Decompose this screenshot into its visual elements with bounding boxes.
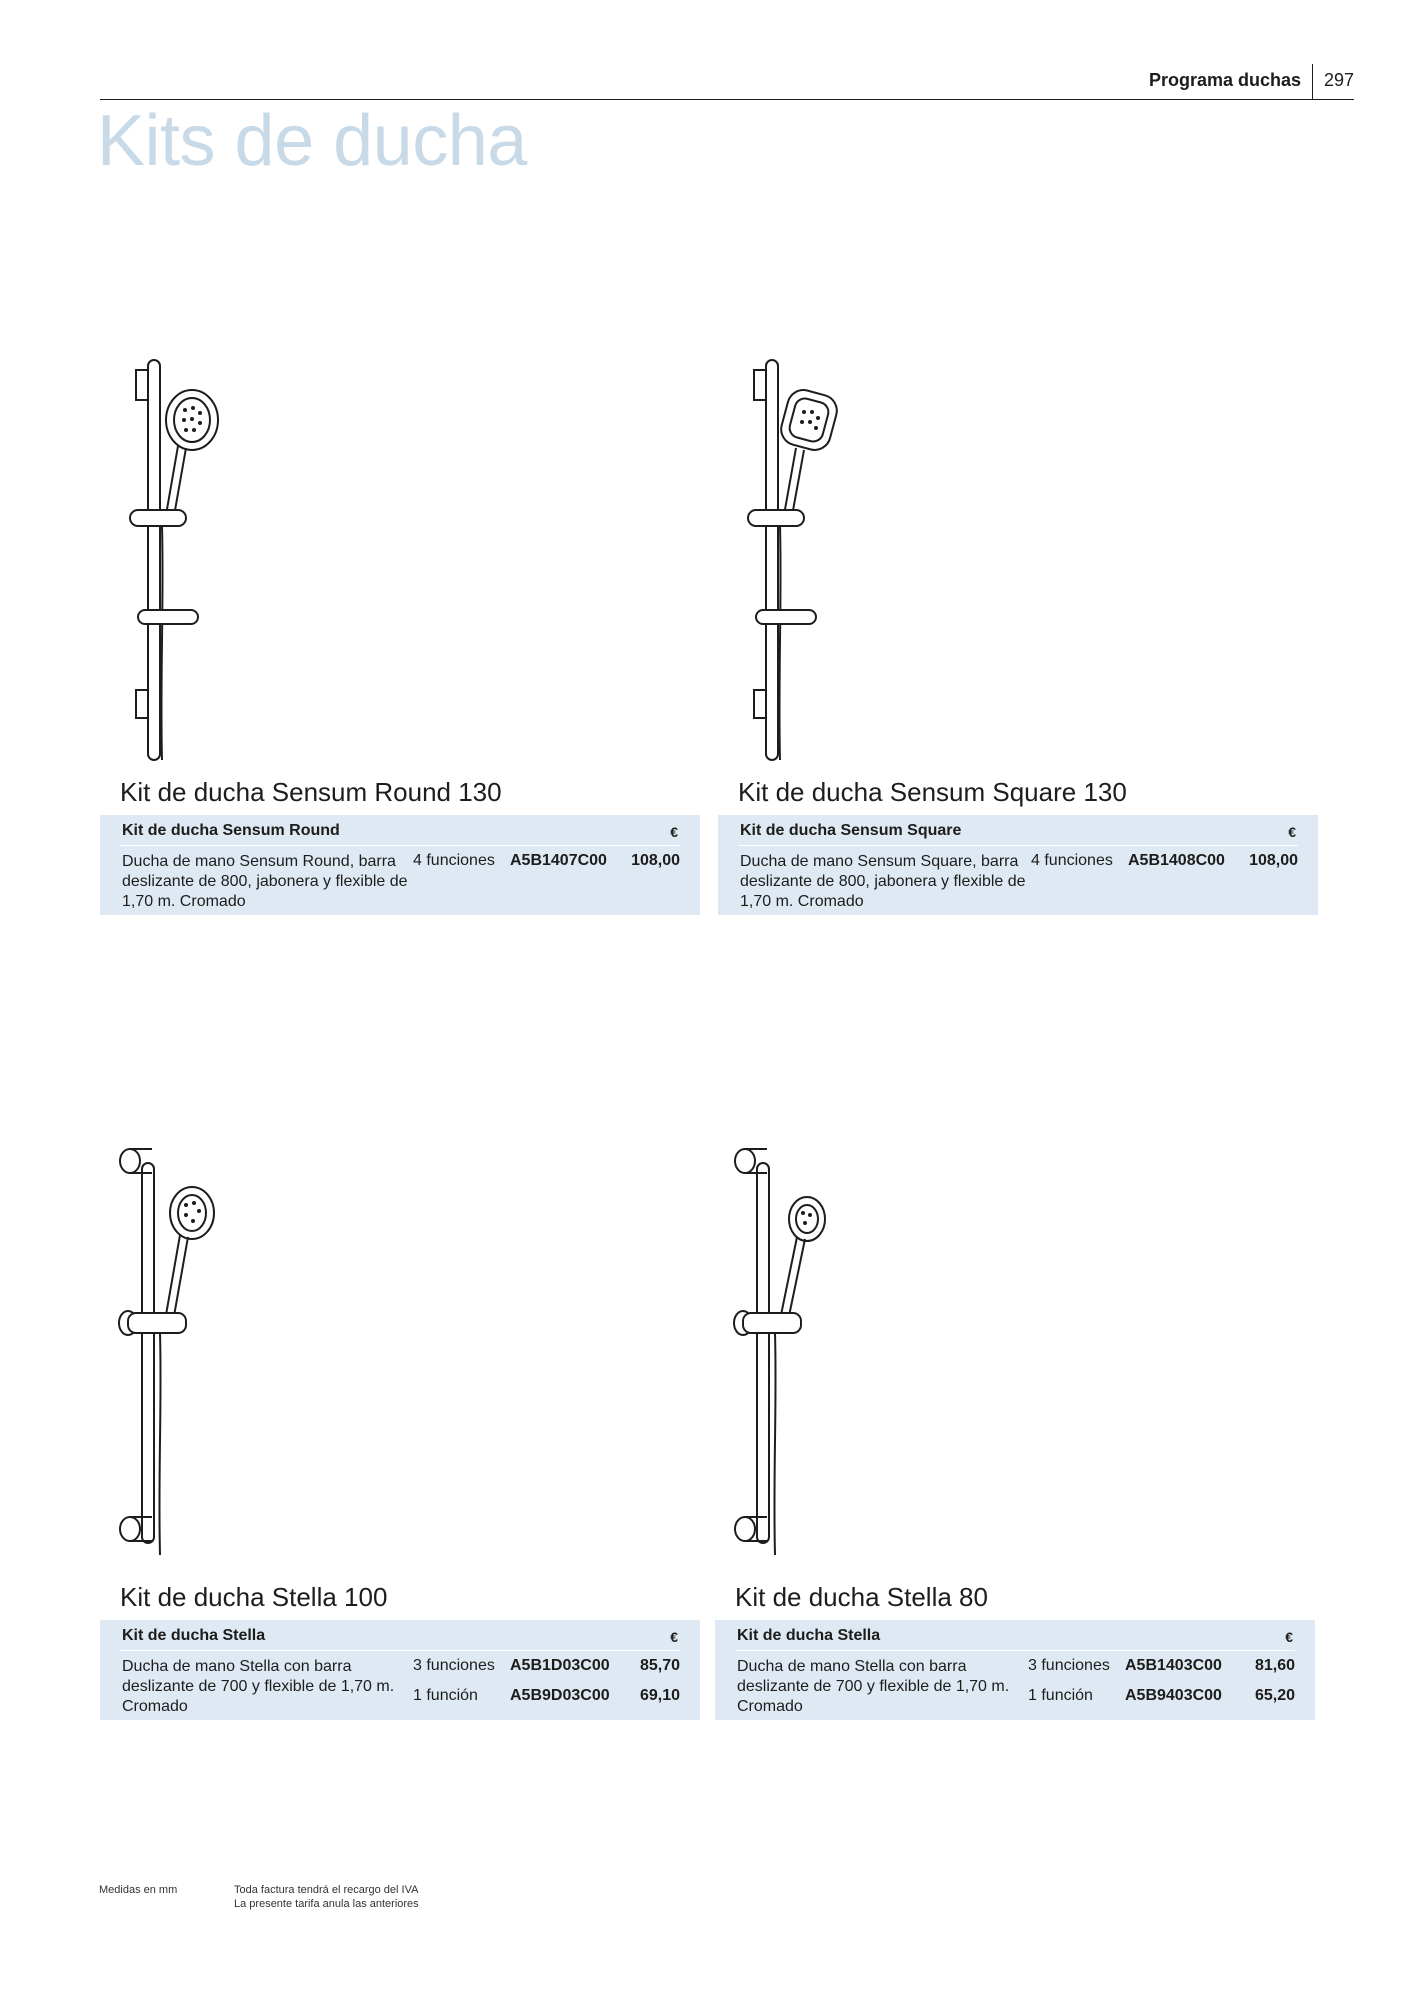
table-header <box>120 815 680 846</box>
product-description: Ducha de mano Sensum Square, barra deslizante de 800, jabonera y flexible de 1,70 m. Cromado <box>740 853 1026 910</box>
price-table <box>718 815 1318 915</box>
price-table <box>100 1620 700 1720</box>
table-name: Kit de ducha Sensum Round <box>122 822 340 839</box>
product-sensum-square <box>718 320 1318 920</box>
product-description: Ducha de mano Stella con barra deslizante de 700 y flexible de 1,70 m. Cromado <box>122 1658 395 1715</box>
product-code: A5B9D03C00 <box>510 1687 610 1704</box>
price: 108,00 <box>1249 852 1298 869</box>
product-code: A5B1D03C00 <box>510 1657 610 1674</box>
price-table <box>715 1620 1315 1720</box>
functions: 4 funciones <box>1031 852 1113 869</box>
functions: 4 funciones <box>413 852 495 869</box>
functions: 3 funciones <box>413 1657 495 1674</box>
price: 69,10 <box>639 1687 680 1704</box>
price: 108,00 <box>631 852 680 869</box>
functions: 1 función <box>413 1687 478 1704</box>
footer-note-2: La presente tarifa anula las anteriores <box>234 1898 419 1910</box>
product-description: Ducha de mano Stella con barra deslizante de 700 y flexible de 1,70 m. Cromado <box>737 1658 1010 1715</box>
table-header <box>738 815 1298 846</box>
functions: 3 funciones <box>1028 1657 1110 1674</box>
product-title: Kit de ducha Stella 100 <box>120 1582 388 1612</box>
product-title: Kit de ducha Sensum Square 130 <box>738 777 1127 807</box>
table-name: Kit de ducha Stella <box>737 1627 881 1644</box>
shower-kit-round-icon <box>100 340 260 780</box>
table-row <box>100 1657 700 1681</box>
product-code: A5B9403C00 <box>1125 1687 1222 1704</box>
product-code: A5B1408C00 <box>1128 852 1225 869</box>
product-code: A5B1407C00 <box>510 852 607 869</box>
currency-symbol: € <box>670 824 678 840</box>
currency-symbol: € <box>1288 824 1296 840</box>
currency-symbol: € <box>670 1629 678 1645</box>
table-name: Kit de ducha Sensum Square <box>740 822 962 839</box>
table-row <box>100 852 700 876</box>
product-stella-100 <box>100 1125 700 1725</box>
currency-symbol: € <box>1285 1629 1293 1645</box>
functions: 1 función <box>1028 1687 1093 1704</box>
price-table <box>100 815 700 915</box>
product-title: Kit de ducha Sensum Round 130 <box>120 777 502 807</box>
shower-kit-stella-icon <box>100 1135 260 1575</box>
table-header <box>120 1620 680 1651</box>
price: 85,70 <box>639 1657 680 1674</box>
product-sensum-round <box>100 320 700 920</box>
table-row <box>715 1687 1315 1711</box>
product-description: Ducha de mano Sensum Round, barra deslizante de 800, jabonera y flexible de 1,70 m. Cromado <box>122 853 408 910</box>
product-title: Kit de ducha Stella 80 <box>735 1582 988 1612</box>
table-name: Kit de ducha Stella <box>122 1627 266 1644</box>
table-row <box>100 1687 700 1711</box>
shower-kit-square-icon <box>718 340 878 780</box>
footer-measures: Medidas en mm <box>99 1884 178 1896</box>
page-title: Kits de ducha <box>97 101 527 181</box>
product-stella-80 <box>715 1125 1315 1725</box>
footer-note-1: Toda factura tendrá el recargo del IVA <box>234 1884 419 1896</box>
page-number: 297 <box>1324 70 1355 90</box>
section-title: Programa duchas <box>1148 70 1301 90</box>
price: 81,60 <box>1254 1657 1295 1674</box>
header-divider <box>1312 64 1313 100</box>
price: 65,20 <box>1254 1687 1295 1704</box>
table-row <box>718 852 1318 876</box>
table-header <box>735 1620 1295 1651</box>
table-row <box>715 1657 1315 1681</box>
product-code: A5B1403C00 <box>1125 1657 1222 1674</box>
shower-kit-stella-icon <box>715 1135 875 1575</box>
